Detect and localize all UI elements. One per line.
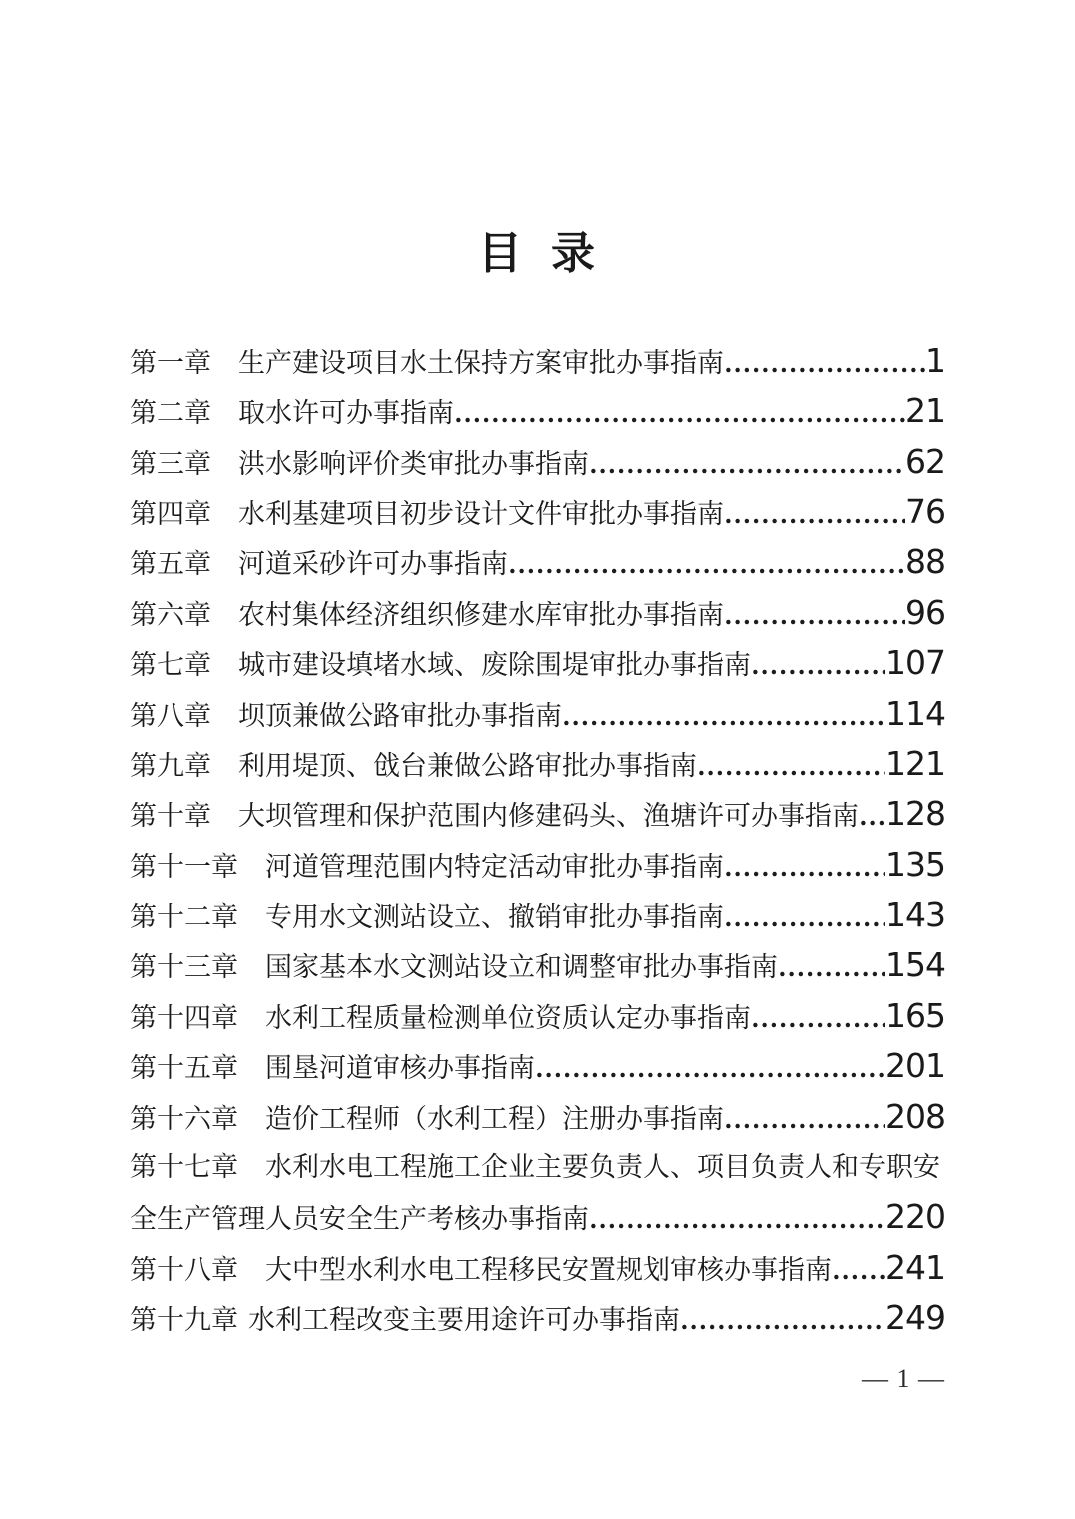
page-number-footer: — 1 — bbox=[862, 1364, 945, 1393]
dot-leader bbox=[509, 539, 905, 589]
entry-title: 河道采砂许可办事指南 bbox=[238, 549, 508, 580]
entry-page-number: 241 bbox=[885, 1247, 945, 1287]
toc-entry bbox=[130, 739, 945, 789]
entry-title: 国家基本水文测站设立和调整审批办事指南 bbox=[265, 952, 778, 983]
toc-entry bbox=[130, 537, 945, 587]
entry-title: 城市建设填堵水域、废除围堤审批办事指南 bbox=[238, 650, 751, 681]
entry-page-number: 96 bbox=[905, 592, 945, 632]
entry-title: 生产建设项目水土保持方案审批办事指南 bbox=[238, 347, 724, 378]
dot-leader bbox=[725, 590, 905, 640]
page-title: 目 录 bbox=[478, 229, 597, 278]
dot-leader bbox=[752, 993, 885, 1043]
entry-title: 水利工程改变主要用途许可办事指南 bbox=[248, 1305, 680, 1336]
chapter-label: 第七章 bbox=[130, 650, 211, 681]
entry-page-number: 208 bbox=[885, 1096, 945, 1136]
chapter-label: 第三章 bbox=[130, 448, 211, 479]
entry-title: 农村集体经济组织修建水库审批办事指南 bbox=[238, 599, 724, 630]
chapter-label: 第四章 bbox=[130, 498, 211, 529]
entry-title: 专用水文测站设立、撤销审批办事指南 bbox=[265, 902, 724, 933]
chapter-label: 第十九章 bbox=[130, 1305, 238, 1336]
entry-title: 取水许可办事指南 bbox=[238, 398, 454, 429]
chapter-label: 第九章 bbox=[130, 750, 211, 781]
entry-page-number: 62 bbox=[905, 441, 945, 481]
dot-leader bbox=[725, 842, 885, 892]
toc-entry bbox=[130, 1142, 945, 1192]
dot-leader bbox=[563, 691, 885, 741]
entry-title: 利用堤顶、戗台兼做公路审批办事指南 bbox=[238, 750, 697, 781]
dot-leader bbox=[833, 1245, 885, 1295]
toc-entry bbox=[130, 840, 945, 890]
entry-title: 水利工程质量检测单位资质认定办事指南 bbox=[265, 1002, 751, 1033]
entry-page-number: 121 bbox=[885, 743, 945, 783]
entry-page-number: 128 bbox=[885, 794, 945, 834]
entry-title: 大中型水利水电工程移民安置规划审核办事指南 bbox=[265, 1254, 832, 1285]
toc-entry bbox=[130, 1243, 945, 1293]
entry-title: 水利基建项目初步设计文件审批办事指南 bbox=[238, 498, 724, 529]
dot-leader bbox=[536, 1043, 885, 1093]
toc-entry bbox=[130, 991, 945, 1041]
entry-page-number: 154 bbox=[885, 945, 945, 985]
toc-entry bbox=[130, 437, 945, 487]
dot-leader bbox=[725, 489, 905, 539]
toc-entry bbox=[130, 487, 945, 537]
toc-entry bbox=[130, 336, 945, 386]
dot-leader bbox=[681, 1295, 885, 1345]
chapter-label: 第十二章 bbox=[130, 902, 238, 933]
chapter-label: 第十七章 bbox=[130, 1152, 238, 1183]
toc-entry bbox=[130, 940, 945, 990]
entry-title: 围垦河道审核办事指南 bbox=[265, 1053, 535, 1084]
dot-leader bbox=[698, 741, 885, 791]
toc-entry bbox=[130, 890, 945, 940]
chapter-label: 第二章 bbox=[130, 398, 211, 429]
dot-leader bbox=[725, 338, 925, 388]
entry-page-number: 143 bbox=[885, 895, 945, 935]
toc-entry bbox=[130, 588, 945, 638]
entry-page-number: 249 bbox=[885, 1298, 945, 1338]
dot-leader bbox=[590, 439, 905, 489]
entry-title: 造价工程师（水利工程）注册办事指南 bbox=[265, 1103, 724, 1134]
entry-page-number: 135 bbox=[885, 844, 945, 884]
chapter-label: 第八章 bbox=[130, 700, 211, 731]
entry-page-number: 201 bbox=[885, 1046, 945, 1086]
toc-entry bbox=[130, 1092, 945, 1142]
toc-entry bbox=[130, 689, 945, 739]
chapter-label: 第十四章 bbox=[130, 1002, 238, 1033]
chapter-label: 第六章 bbox=[130, 599, 211, 630]
toc-entry bbox=[130, 1293, 945, 1343]
toc-entry bbox=[130, 638, 945, 688]
chapter-label: 第十八章 bbox=[130, 1254, 238, 1285]
entry-page-number: 107 bbox=[885, 643, 945, 683]
dot-leader bbox=[590, 1194, 885, 1244]
toc-entry bbox=[130, 1041, 945, 1091]
toc-entry bbox=[130, 1192, 945, 1242]
entry-page-number: 165 bbox=[885, 995, 945, 1035]
entry-page-number: 76 bbox=[905, 491, 945, 531]
entry-title: 大坝管理和保护范围内修建码头、渔塘许可办事指南 bbox=[238, 801, 859, 832]
dot-leader bbox=[752, 640, 885, 690]
dot-leader bbox=[725, 1094, 885, 1144]
chapter-label: 第十一章 bbox=[130, 851, 238, 882]
entry-page-number: 220 bbox=[885, 1197, 945, 1237]
dot-leader bbox=[725, 892, 885, 942]
entry-title: 坝顶兼做公路审批办事指南 bbox=[238, 700, 562, 731]
chapter-label: 第十三章 bbox=[130, 952, 238, 983]
chapter-label: 第一章 bbox=[130, 347, 211, 378]
toc-entry bbox=[130, 386, 945, 436]
dot-leader bbox=[860, 791, 885, 841]
chapter-label: 第十六章 bbox=[130, 1103, 238, 1134]
chapter-label: 第五章 bbox=[130, 549, 211, 580]
entry-page-number: 88 bbox=[905, 542, 945, 582]
entry-page-number: 1 bbox=[925, 340, 945, 380]
chapter-label: 第十章 bbox=[130, 801, 211, 832]
entry-title: 河道管理范围内特定活动审批办事指南 bbox=[265, 851, 724, 882]
entry-title-continuation: 全生产管理人员安全生产考核办事指南 bbox=[130, 1204, 589, 1235]
dot-leader bbox=[779, 942, 885, 992]
toc-entry bbox=[130, 789, 945, 839]
entry-title: 洪水影响评价类审批办事指南 bbox=[238, 448, 589, 479]
chapter-label: 第十五章 bbox=[130, 1053, 238, 1084]
dot-leader bbox=[455, 388, 905, 438]
toc-list bbox=[130, 336, 945, 1344]
entry-page-number: 21 bbox=[905, 391, 945, 431]
entry-title: 水利水电工程施工企业主要负责人、项目负责人和专职安 bbox=[265, 1152, 940, 1183]
entry-page-number: 114 bbox=[885, 693, 945, 733]
